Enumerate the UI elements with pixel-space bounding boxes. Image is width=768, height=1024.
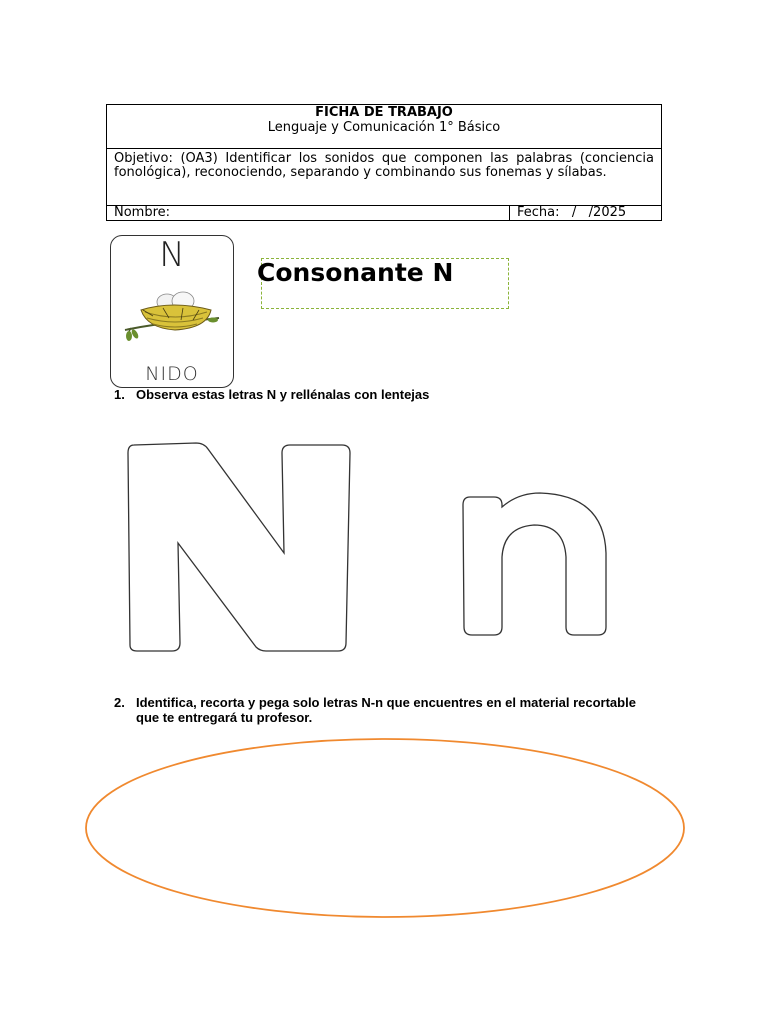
objective-cell: [107, 149, 662, 206]
worksheet-header-table: [106, 104, 662, 221]
letter-outlines: [120, 435, 620, 660]
instruction-2-number: 2.: [114, 695, 125, 710]
lowercase-n-outline: [463, 493, 606, 635]
instruction-1-text: Observa estas letras N y rellénalas con lentejas: [136, 387, 430, 402]
instruction-2-text-line2: que te entregará tu profesor.: [136, 710, 313, 725]
uppercase-n-outline: [128, 443, 350, 651]
card-letter: N: [159, 235, 185, 275]
worksheet-title: FICHA DE TRABAJO: [315, 105, 453, 120]
instruction-2-text-line1: Identifica, recorta y pega solo letras N-n que encuentres en el material recortable: [136, 695, 636, 710]
name-field: Nombre:: [107, 206, 510, 221]
header-title-cell: [107, 105, 662, 149]
page-title: Consonante N: [257, 258, 454, 287]
objective-text: Objetivo: (OA3) Identificar los sonidos que componen las palabras (conciencia fonológica), reconociendo, separando y combinando sus fonemas y sílabas.: [114, 151, 654, 180]
letter-card: [110, 235, 234, 388]
nest-with-eggs-icon: [123, 288, 223, 348]
card-word: NIDO: [145, 363, 199, 385]
date-field: Fecha: / /2025: [510, 206, 662, 221]
instruction-1: [114, 387, 429, 402]
paste-area-oval: [80, 735, 690, 925]
instruction-2: [114, 695, 724, 725]
worksheet-subtitle: Lenguaje y Comunicación 1° Básico: [267, 120, 501, 135]
instruction-1-number: 1.: [114, 387, 125, 402]
